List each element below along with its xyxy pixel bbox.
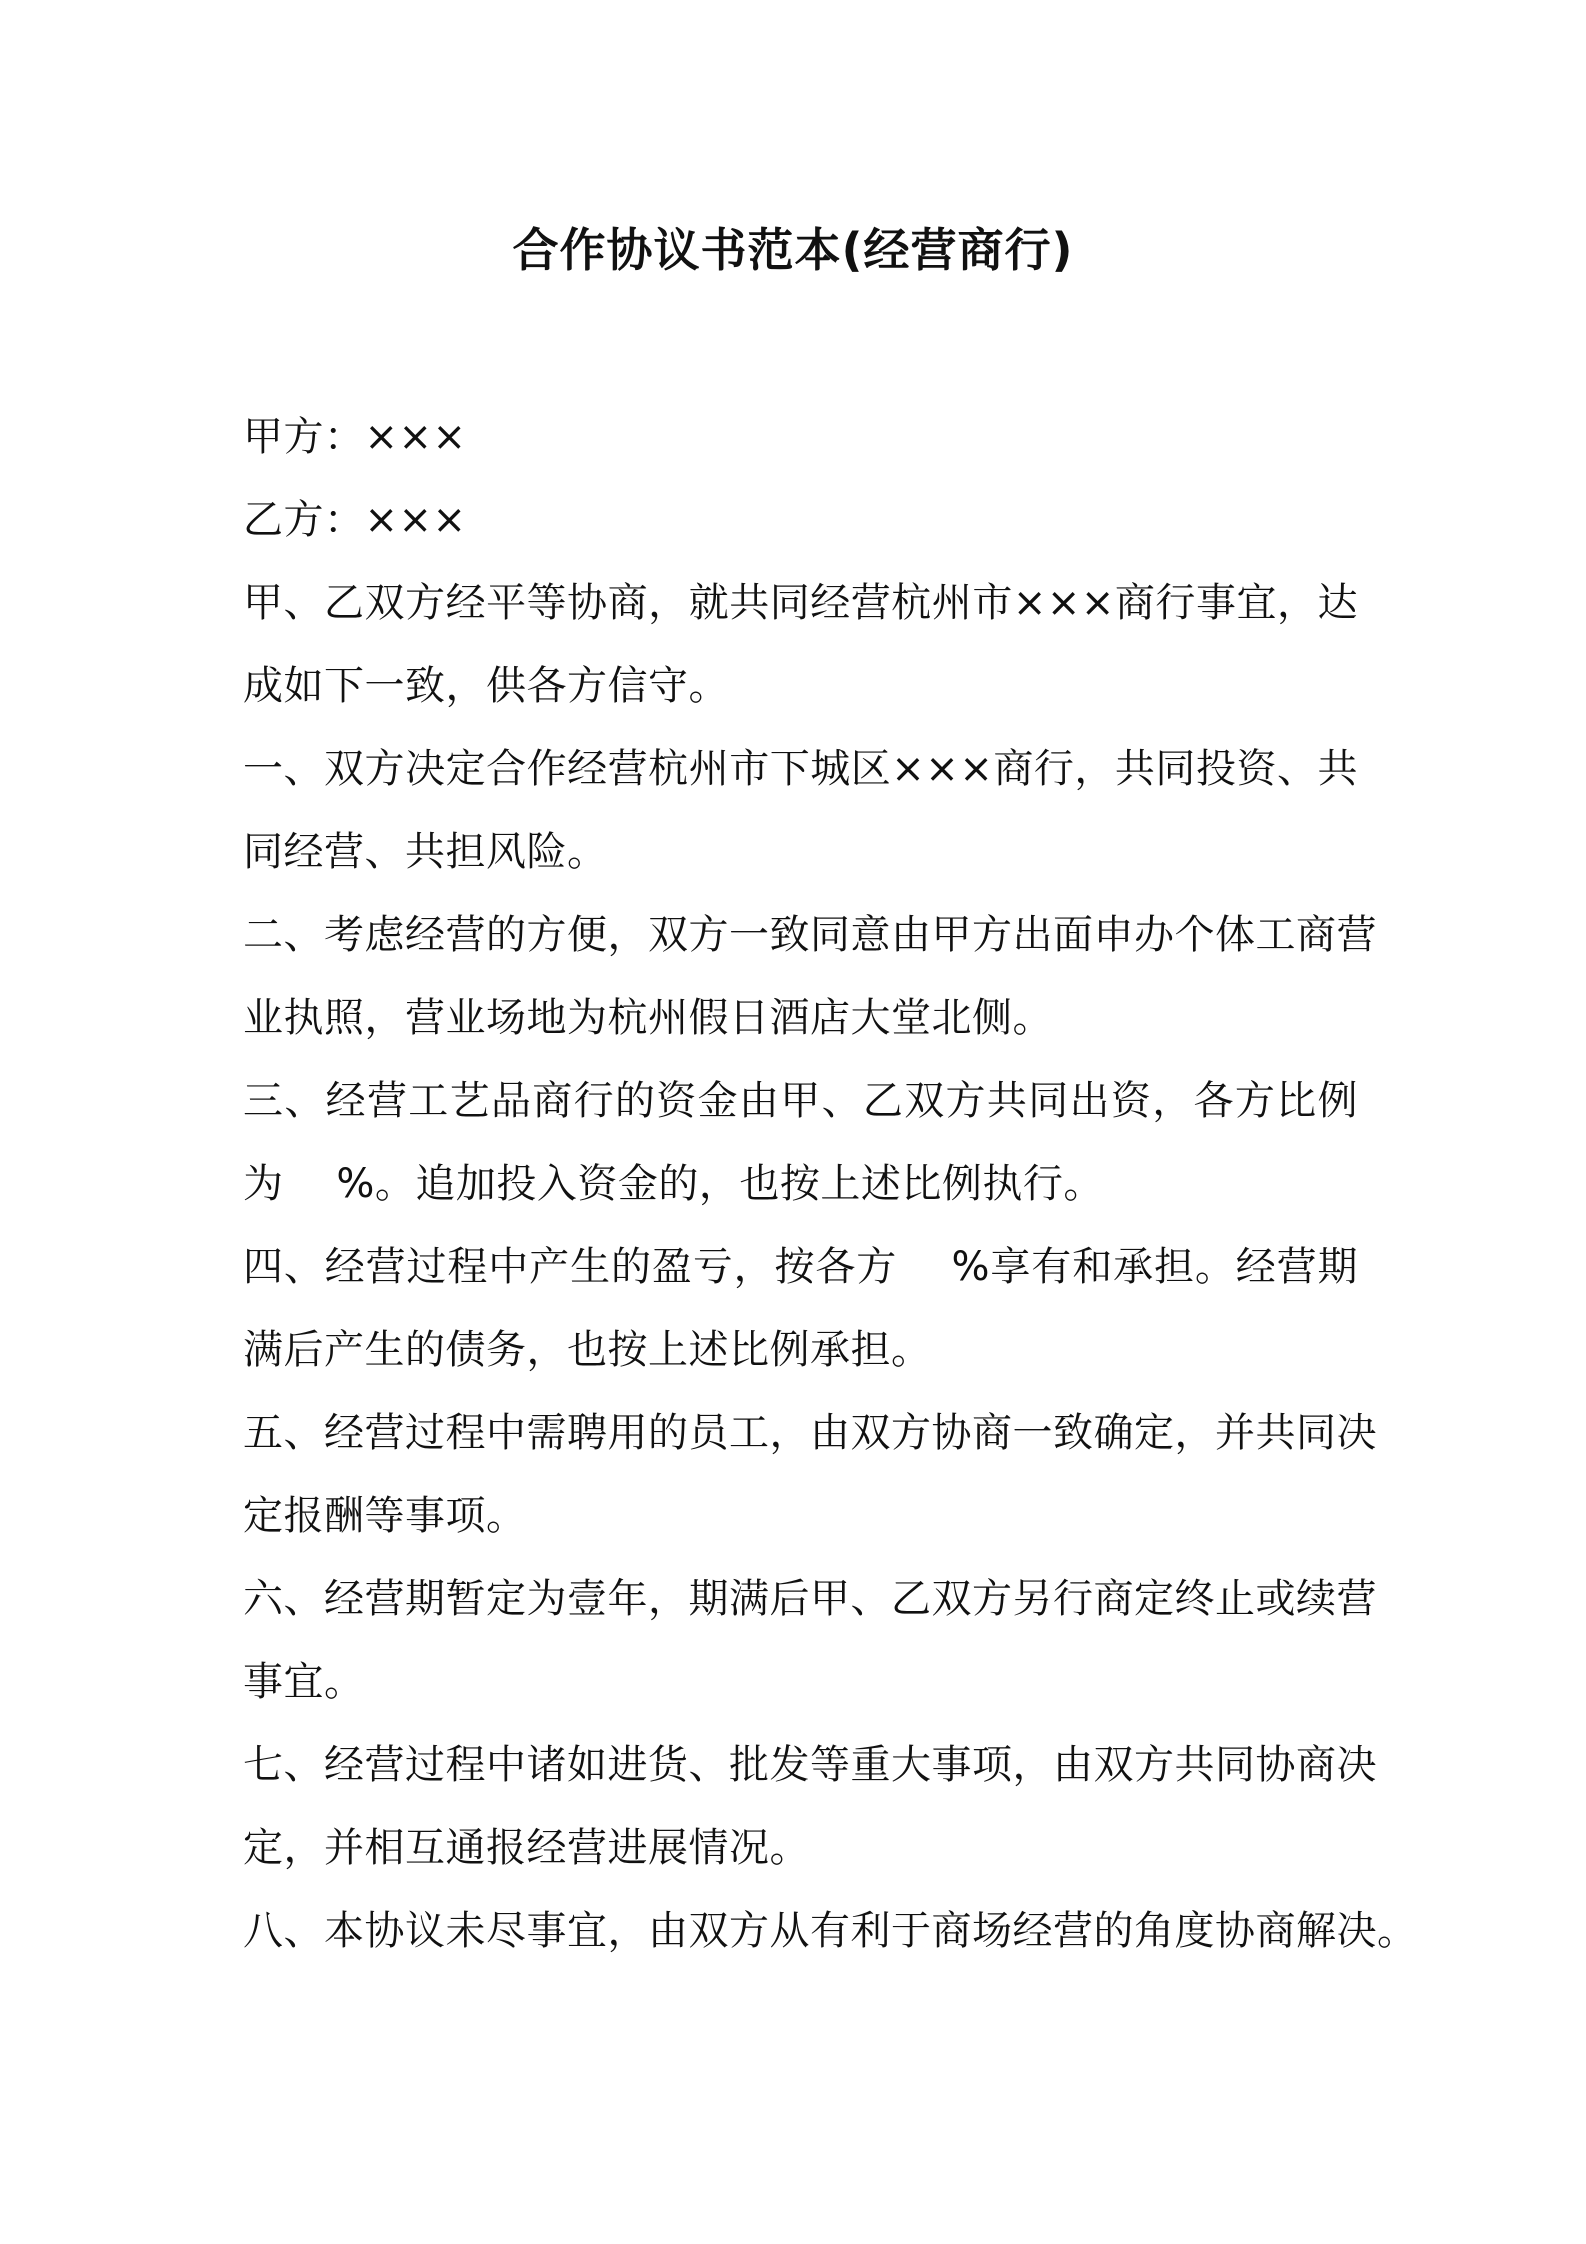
clause-4-line-2: 满后产生的债务，也按上述比例承担。 bbox=[243, 1327, 932, 1373]
clause-2-line-2: 业执照，营业场地为杭州假日酒店大堂北侧。 bbox=[243, 995, 1053, 1041]
preamble-line-2: 成如下一致，供各方信守。 bbox=[243, 663, 729, 709]
clause-5-line-1: 五、经营过程中需聘用的员工，由双方协商一致确定，并共同决 bbox=[243, 1410, 1377, 1456]
clause-4-line-1: 四、经营过程中产生的盈亏，按各方 %享有和承担。经营期 bbox=[243, 1244, 1358, 1290]
clause-2-line-1: 二、考虑经营的方便，双方一致同意由甲方出面申办个体工商营 bbox=[243, 912, 1377, 958]
agreement-body bbox=[243, 396, 1418, 1973]
clause-1-line-1: 一、双方决定合作经营杭州市下城区×××商行，共同投资、共 bbox=[243, 746, 1358, 792]
preamble-line-1: 甲、乙双方经平等协商，就共同经营杭州市×××商行事宜，达 bbox=[243, 580, 1358, 626]
clause-3-line-1: 三、经营工艺品商行的资金由甲、乙双方共同出资，各方比例 bbox=[243, 1078, 1358, 1124]
clause-5-line-2: 定报酬等事项。 bbox=[243, 1493, 527, 1539]
party-b-line: 乙方：××× bbox=[243, 497, 467, 543]
clause-7-line-2: 定，并相互通报经营进展情况。 bbox=[243, 1825, 810, 1871]
clause-8-line-1: 八、本协议未尽事宜，由双方从有利于商场经营的角度协商解决。 bbox=[243, 1908, 1418, 1954]
clause-3-line-2: 为 %。追加投入资金的，也按上述比例执行。 bbox=[243, 1161, 1104, 1207]
clause-6-line-1: 六、经营期暂定为壹年，期满后甲、乙双方另行商定终止或续营 bbox=[243, 1576, 1377, 1622]
clause-6-line-2: 事宜。 bbox=[243, 1659, 365, 1705]
clause-1-line-2: 同经营、共担风险。 bbox=[243, 829, 608, 875]
party-a-line: 甲方：××× bbox=[243, 414, 467, 460]
document-title: 合作协议书范本(经营商行) bbox=[512, 223, 1074, 277]
clause-7-line-1: 七、经营过程中诸如进货、批发等重大事项，由双方共同协商决 bbox=[243, 1742, 1377, 1788]
